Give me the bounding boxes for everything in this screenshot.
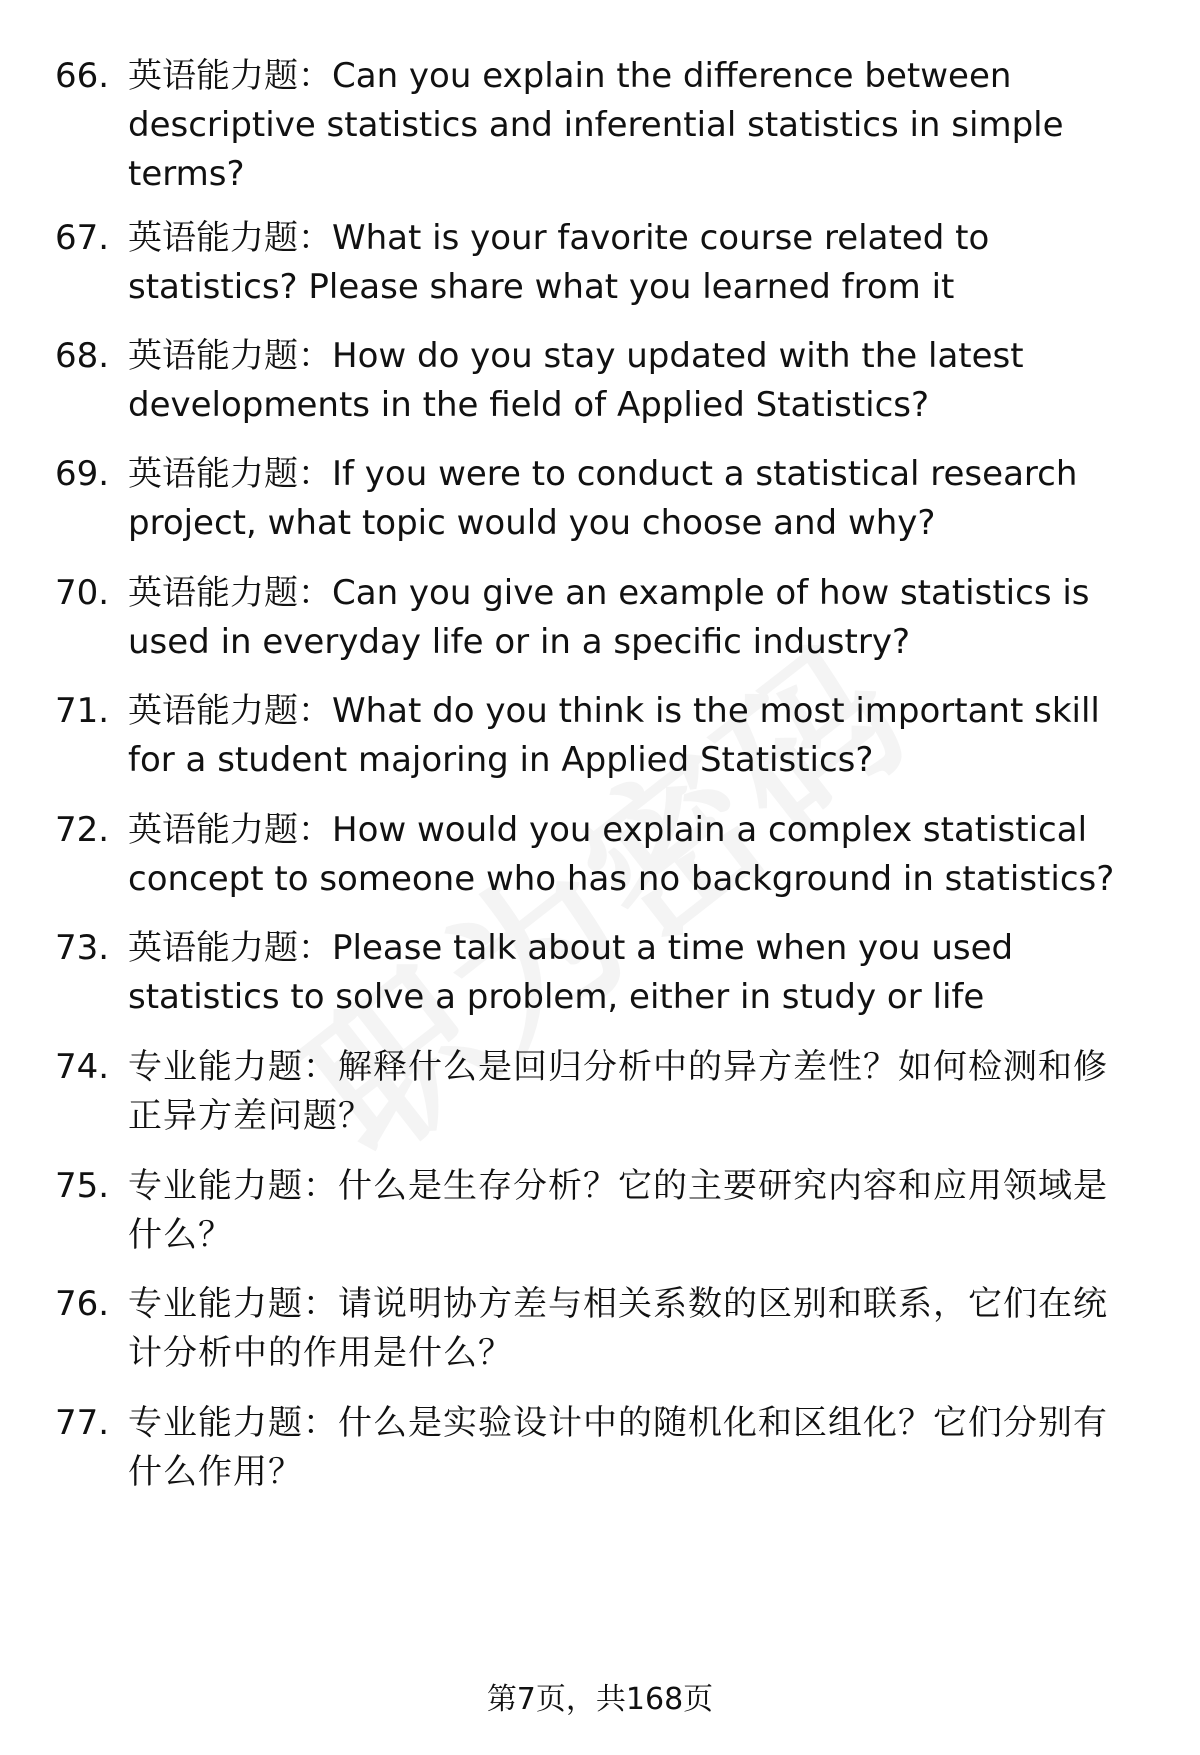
question-category: 专业能力题： bbox=[128, 1047, 338, 1087]
question-text: Can you give an example of how statistics is used in everyday life or in a specific industry? bbox=[128, 573, 1090, 662]
question-body bbox=[128, 332, 1136, 430]
question-number: 75. bbox=[55, 1166, 110, 1206]
question-body bbox=[128, 214, 1136, 312]
question-number: 68. bbox=[55, 336, 110, 376]
question-number: 72. bbox=[55, 810, 110, 850]
question-body bbox=[128, 924, 1136, 1022]
question-body bbox=[128, 1280, 1136, 1378]
question-body bbox=[128, 687, 1136, 785]
question-category: 英语能力题： bbox=[128, 691, 332, 731]
question-number: 74. bbox=[55, 1047, 110, 1087]
question-body bbox=[128, 1162, 1136, 1260]
question-text: If you were to conduct a statistical research project, what topic would you choose and why? bbox=[128, 454, 1078, 543]
question-text: 什么是生存分析？它的主要研究内容和应用领域是什么？ bbox=[128, 1166, 1108, 1255]
question-text: 请说明协方差与相关系数的区别和联系，它们在统计分析中的作用是什么？ bbox=[128, 1284, 1108, 1373]
question-category: 英语能力题： bbox=[128, 573, 332, 613]
question-category: 英语能力题： bbox=[128, 928, 332, 968]
question-body bbox=[128, 569, 1136, 667]
question-body bbox=[128, 806, 1136, 904]
question-number: 71. bbox=[55, 691, 110, 731]
question-category: 专业能力题： bbox=[128, 1403, 338, 1443]
question-number: 69. bbox=[55, 454, 110, 494]
page-footer: 第7页，共168页 bbox=[486, 1682, 714, 1717]
question-text: Please talk about a time when you used statistics to solve a problem, either in study or life bbox=[128, 928, 1014, 1017]
question-number: 77. bbox=[55, 1403, 110, 1443]
question-category: 英语能力题： bbox=[128, 56, 332, 96]
question-category: 专业能力题： bbox=[128, 1166, 338, 1206]
question-text: Can you explain the difference between descriptive statistics and inferential statistics in simple terms? bbox=[128, 56, 1064, 194]
question-category: 专业能力题： bbox=[128, 1284, 338, 1324]
question-category: 英语能力题： bbox=[128, 218, 332, 258]
question-category: 英语能力题： bbox=[128, 336, 332, 376]
question-body bbox=[128, 1399, 1136, 1497]
question-text: How do you stay updated with the latest developments in the field of Applied Statistics? bbox=[128, 336, 1024, 425]
question-category: 英语能力题： bbox=[128, 454, 332, 494]
question-number: 73. bbox=[55, 928, 110, 968]
question-text: What is your favorite course related to statistics? Please share what you learned from it bbox=[128, 218, 990, 307]
question-number: 70. bbox=[55, 573, 110, 613]
question-text: 什么是实验设计中的随机化和区组化？它们分别有什么作用？ bbox=[128, 1403, 1108, 1492]
question-text: How would you explain a complex statistical concept to someone who has no background in statistics? bbox=[128, 810, 1115, 899]
question-body bbox=[128, 450, 1136, 548]
question-text: 解释什么是回归分析中的异方差性？如何检测和修正异方差问题？ bbox=[128, 1047, 1108, 1136]
question-text: What do you think is the most important skill for a student majoring in Applied Statistics? bbox=[128, 691, 1100, 780]
question-body bbox=[128, 52, 1136, 199]
question-category: 英语能力题： bbox=[128, 810, 332, 850]
question-number: 67. bbox=[55, 218, 110, 258]
question-number: 76. bbox=[55, 1284, 110, 1324]
question-body bbox=[128, 1043, 1136, 1141]
question-number: 66. bbox=[55, 56, 110, 96]
